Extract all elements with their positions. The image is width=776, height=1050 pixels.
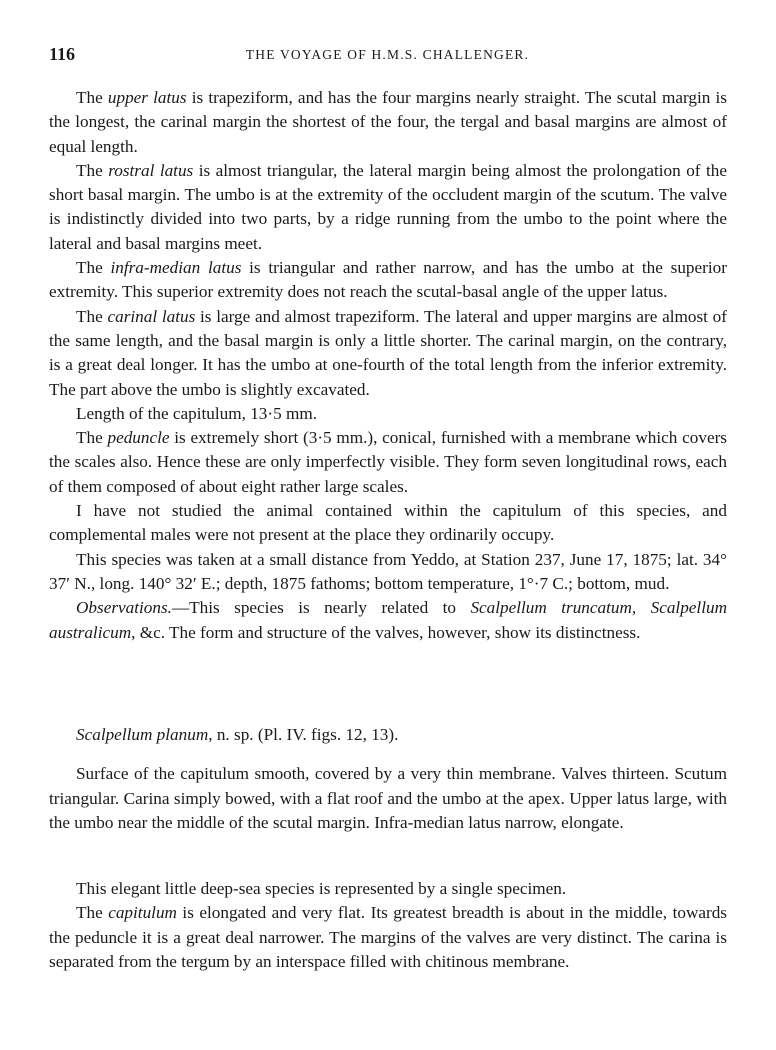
species-description	[49, 877, 727, 974]
term-carinal-latus: carinal latus	[107, 306, 196, 326]
paragraph-station: This species was taken at a small distance from Yeddo, at Station 237, June 17, 1875; lat. 34° 37′ N., long. 140° 32′ E.; depth, 1875 fathoms; bottom temperature, 1°·7 C.; bottom, mud.	[49, 549, 727, 593]
paragraph-infra-median-latus: The infra-median latus is triangular and rather narrow, and has the umbo at the superior extremity. This superior extremity does not reach the scutal-basal angle of the upper latus.	[49, 258, 727, 302]
paragraph-animal: I have not studied the animal contained within the capitulum of this species, and complemental males were not present at the place they ordinarily occupy.	[49, 501, 727, 545]
term-infra-median-latus: infra-median latus	[110, 258, 242, 278]
page-number: 116	[49, 44, 76, 64]
species-heading: Scalpellum planum, n. sp. (Pl. IV. figs. 12, 13).	[76, 725, 399, 744]
term-peduncle: peduncle	[107, 428, 170, 448]
paragraph-capitulum-length: Length of the capitulum, 13·5 mm.	[76, 403, 318, 423]
paragraph-carinal-latus: The carinal latus is large and almost trapeziform. The lateral and upper margins are almost of the same length, and the basal margin is only a little shorter. The carinal margin, on the contrary, is a great deal longer. It has the umbo at one-fourth of the total length from the inferior extremity. The part above the umbo is slightly excavated.	[49, 306, 727, 399]
running-title: THE VOYAGE OF H.M.S. CHALLENGER.	[245, 47, 530, 62]
paragraph-specimen: This elegant little deep-sea species is represented by a single specimen.	[76, 879, 567, 898]
paragraph-capitulum: The capitulum is elongated and very flat. Its greatest breadth is about in the middle, towards the peduncle it is a great deal narrower. The margins of the valves are very distinct. The carina is separated from the tergum by an interspace filled with chitinous membrane.	[49, 903, 727, 971]
paragraph-upper-latus: The upper latus is trapeziform, and has the four margins nearly straight. The scutal margin is the longest, the carinal margin the shortest of the four, the tergal and basal margins are almost of equal length.	[49, 88, 727, 156]
term-capitulum: capitulum	[108, 903, 177, 923]
species-name: Scalpellum planum	[76, 725, 209, 744]
species-diagnosis: Surface of the capitulum smooth, covered by a very thin membrane. Valves thirteen. Scutum triangular. Carina simply bowed, with a flat roof and the umbo at the apex. Upper latus large, with the umbo near the middle of the scutal margin. Infra-median latus narrow, elongate.	[49, 764, 727, 832]
term-rostral-latus: rostral latus	[108, 160, 194, 180]
term-observations: Observations.	[76, 598, 172, 618]
description-continued	[49, 86, 727, 645]
paragraph-observations: Observations.—This species is nearly related to Scalpellum truncatum, Scalpellum australicum, &c. The form and structure of the valves, however, show its distinctness.	[49, 598, 727, 642]
paragraph-rostral-latus: The rostral latus is almost triangular, the lateral margin being almost the prolongation of the short basal margin. The umbo is at the extremity of the occludent margin of the scutum. The valve is indistinctly divided into two parts, by a ridge running from the umbo to the point where the lateral and basal margins meet.	[49, 160, 727, 253]
page-header	[49, 44, 726, 68]
term-upper-latus: upper latus	[107, 88, 187, 107]
term-related-species: Scalpellum truncatum, Scalpellum australicum	[49, 598, 727, 642]
species-section	[49, 723, 727, 835]
paragraph-peduncle: The peduncle is extremely short (3·5 mm.), conical, furnished with a membrane which covers the scales also. Hence these are only imperfectly visible. They form seven longitudinal rows, each of them composed of about eight rather large scales.	[49, 428, 727, 496]
